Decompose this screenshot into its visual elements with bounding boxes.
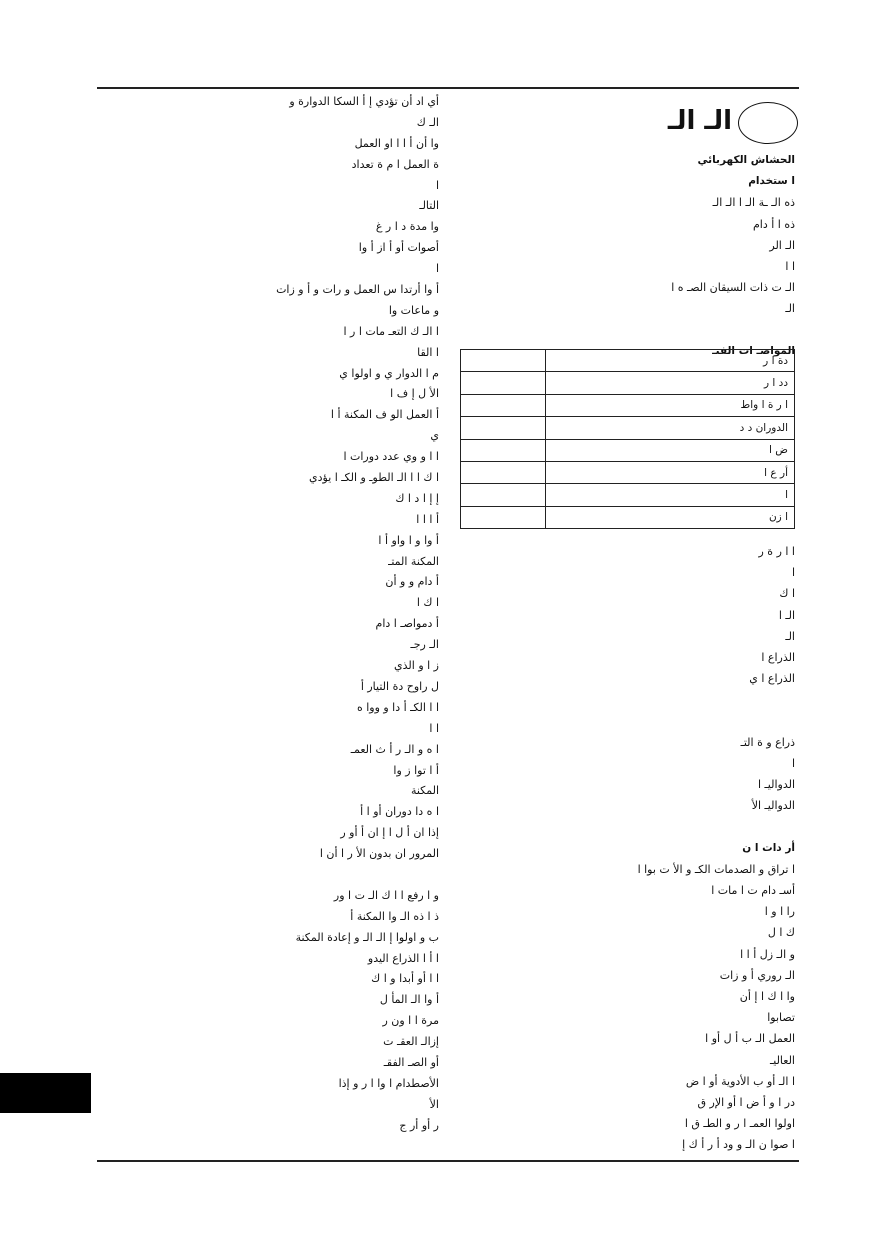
text-line: ا ا ر ة ر: [758, 545, 795, 558]
text-line: إ إ ا د ا ك: [395, 491, 439, 505]
text-line: ة العمل ا م ة تعداد: [351, 157, 439, 171]
text-line: ك ا ل: [767, 926, 795, 940]
text-line: أي اد أن تؤدي إ أ السكا الدوارة و: [289, 95, 439, 108]
table-row: [461, 461, 795, 483]
text-line: ا ك ا: [416, 596, 439, 610]
spec-label: ا ر ة ا واط: [545, 394, 794, 416]
spec-value: [461, 461, 546, 483]
text-line: [461, 320, 795, 341]
text-line: ا القا: [417, 345, 439, 359]
text-line: ا: [791, 566, 795, 580]
text-line: و ماعات وا: [388, 303, 439, 317]
text-line: ا ه دا دوران أو ا أ: [360, 805, 439, 819]
table-row: [461, 484, 795, 506]
text-line: ا ك: [779, 587, 795, 601]
text-line: الحشاش الكهربائي: [697, 154, 795, 166]
side-tab-marker: [0, 1073, 91, 1113]
text-line: أسـ دام ت ا مات ا: [711, 884, 795, 897]
specs-table: [460, 349, 795, 529]
title-block: [620, 100, 798, 146]
spec-value: [461, 394, 546, 416]
text-line: ذه الـ ـة الـ ا الـ الـ: [712, 196, 795, 210]
text-line: ز ا و الذي: [394, 659, 439, 673]
text-line: [461, 689, 795, 710]
spec-value: [461, 484, 546, 506]
spec-label: دة ا ر: [545, 350, 794, 372]
text-line: مرة ا ا ون ر: [382, 1014, 439, 1028]
text-line: اولوا العمـ ا ر و الطـ ق ا: [684, 1117, 795, 1131]
text-line: الـ ت ذات السيقان الصـ ه ا: [671, 281, 795, 295]
text-line: الـ: [785, 629, 795, 643]
text-line: [461, 816, 795, 837]
text-line: المكنة المتـ: [388, 554, 439, 568]
text-line: و الـ زل أ ا ا: [740, 947, 795, 961]
text-line: الـ رجـ: [410, 638, 439, 652]
text-line: أ دمواصـ ا دام: [375, 617, 439, 631]
spec-label: ا: [545, 484, 794, 506]
text-line: الـ روري أ و زات: [719, 968, 795, 982]
spec-label: دد ا ر: [545, 372, 794, 394]
page-title: الـ الـ: [667, 106, 732, 136]
text-line: إزالـ العقـ ت: [383, 1035, 439, 1049]
text-line: ا ا الكـ أ دا و ووا ه: [356, 700, 439, 714]
text-line: [97, 865, 439, 886]
title-oval: [738, 102, 798, 144]
text-line: الـ: [785, 302, 795, 316]
text-line: ا: [435, 178, 439, 192]
text-line: الـ الر: [769, 238, 795, 252]
text-line: در ا و أ ض ا أو الإر ق: [697, 1095, 795, 1109]
text-line: أر دات ا ن: [742, 841, 795, 854]
text-line: ا ه و الـ ر أ ث العمـ: [350, 742, 439, 756]
text-line: ذ ا ذه الـ وا المكنة أ: [350, 909, 439, 923]
text-line: أو الصـ الفقـ: [383, 1055, 439, 1069]
text-line: ا الـ أو ب الأدوية أو ا ض: [685, 1074, 795, 1088]
text-line: أ العمل الو ف المكنة أ ا: [330, 408, 439, 422]
text-line: العمل الـ ب أ ل أو ا: [705, 1032, 795, 1046]
text-line: ا: [791, 756, 795, 770]
text-line: ا تراق و الصدمات الكـ و الأ ت بوا ا: [637, 862, 795, 876]
table-row: [461, 439, 795, 461]
spec-value: [461, 417, 546, 439]
table-row: [461, 417, 795, 439]
text-line: الـ ا: [778, 608, 795, 622]
text-line: أ ا توا ز وا: [393, 763, 439, 777]
text-line: المواصـ ات الفنـ: [712, 344, 795, 357]
spec-label: ض ا: [545, 439, 794, 461]
text-line: ا ستخدام: [748, 175, 795, 188]
text-line: الذراع ا: [761, 650, 795, 664]
table-row: [461, 394, 795, 416]
text-line: الدواليـ الأ: [751, 799, 795, 813]
spec-label: الدوران د د: [545, 417, 794, 439]
text-line: ا أ ا الذراع اليدو: [367, 951, 439, 965]
text-line: الـ ك: [416, 115, 439, 129]
spec-value: [461, 506, 546, 528]
text-line: تصابوا: [767, 1011, 795, 1025]
text-line: أ ا ا ا: [416, 512, 439, 526]
text-line: التالـ: [419, 199, 439, 213]
text-line: المكنة: [410, 784, 439, 798]
text-line: ا ا: [429, 721, 439, 735]
spec-value: [461, 350, 546, 372]
text-line: إذا ان أ ل ا إ ان أ أو ر: [340, 826, 439, 840]
bottom-rule: [97, 1160, 799, 1162]
text-line: أ وا الـ المأ ل: [379, 993, 439, 1007]
text-line: الذراع ا ي: [749, 672, 795, 686]
text-line: و ا رفع ا ا ك الـ ت ا ور: [333, 888, 439, 902]
spec-value: [461, 439, 546, 461]
table-row: [461, 372, 795, 394]
text-line: ب و اولوا إ الـ الـ و إعادة المكنة: [295, 930, 439, 944]
text-line: الأصطدام ا وا ا ر و إذا: [338, 1076, 439, 1090]
text-line: ا ا و وي عدد دورات ا: [343, 450, 439, 464]
text-line: الأ: [429, 1097, 439, 1111]
text-line: أصوات أو أ از أ وا: [358, 241, 439, 255]
text-line: الدواليـ ا: [758, 778, 795, 792]
text-line: وا مدة د ا ر غ: [375, 220, 439, 234]
text-line: الأ ل إ ف ا: [390, 387, 439, 401]
table-row: [461, 506, 795, 528]
text-line: العاليـ: [770, 1053, 795, 1067]
spec-label: أر ع ا: [545, 461, 794, 483]
right-column-top: [461, 150, 795, 362]
text-line: ا ا: [785, 259, 795, 273]
text-line: را ا و ا: [764, 905, 795, 919]
text-line: ا: [435, 262, 439, 276]
spec-value: [461, 372, 546, 394]
right-column-lower: [461, 541, 795, 1155]
text-line: ي: [430, 429, 439, 443]
text-line: ل راوح دة التيار أ: [360, 679, 439, 693]
text-line: أ وا أرتدا س العمل و رات و أ و زات: [276, 283, 439, 297]
top-rule: [97, 87, 799, 89]
text-line: ا الـ ك التعـ مات ا ر ا: [343, 324, 439, 338]
text-line: وا ا ك ا إ أن: [739, 989, 795, 1003]
text-line: ا ك ا ا الـ الطوـ و الكـ ا يؤدي: [309, 471, 439, 485]
spec-label: ا زن: [545, 506, 794, 528]
text-line: ذه ا أ دام: [752, 217, 795, 231]
table-row: [461, 350, 795, 372]
text-line: أ وا و ا واو أ ا: [378, 533, 439, 547]
text-line: وا أن أ ا ا او العمل: [354, 136, 439, 150]
left-column: [97, 92, 439, 1137]
text-line: ا صوا ن الـ و ود أ ر أ ك إ: [682, 1138, 795, 1152]
text-line: ا ا أو أبدا و ا ك: [371, 972, 439, 986]
text-line: ذراع و ة التـ: [740, 735, 795, 749]
text-line: المرور ان بدون الأ ر ا أن ا: [319, 847, 439, 861]
text-line: أ دام و و أن: [385, 575, 439, 589]
text-line: م ا الدوار ي و اولوا ي: [339, 366, 439, 380]
text-line: ر أو أر ج: [399, 1118, 439, 1132]
text-line: [461, 711, 795, 732]
